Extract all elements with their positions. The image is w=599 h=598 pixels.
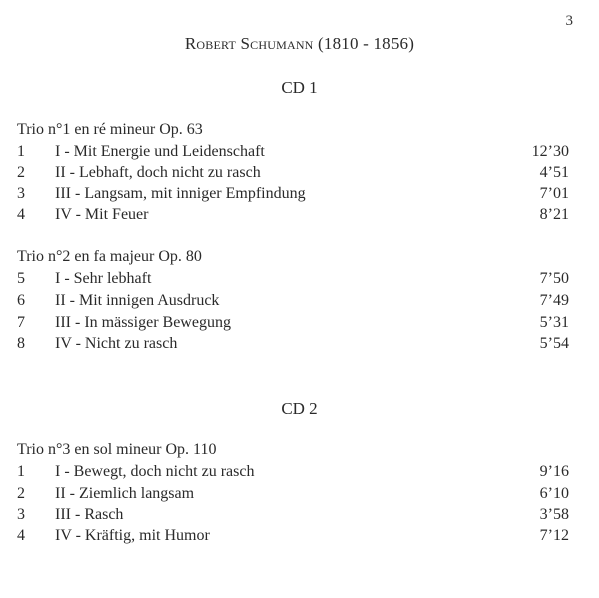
page-header: [0, 34, 599, 54]
track-title: II - Ziemlich langsam: [55, 485, 195, 502]
track-number: 8: [17, 335, 25, 352]
track-duration: 7’12: [539, 527, 569, 544]
track-row: [17, 270, 569, 290]
track-duration: 9’16: [539, 463, 569, 480]
track-number: 2: [17, 164, 25, 181]
track-row: [17, 485, 569, 505]
track-number: 4: [17, 206, 25, 223]
track-title: IV - Mit Feuer: [55, 206, 149, 223]
track-number: 6: [17, 292, 25, 309]
track-title: III - In mässiger Bewegung: [55, 314, 231, 331]
track-duration: 12’30: [531, 143, 569, 160]
composer-name: Robert Schumann: [184, 34, 314, 53]
work-title: Trio n°1 en ré mineur Op. 63: [17, 121, 203, 138]
track-row: [17, 143, 569, 163]
track-duration: 7’49: [539, 292, 569, 309]
work-title: Trio n°2 en fa majeur Op. 80: [17, 248, 202, 265]
track-row: [17, 292, 569, 312]
track-duration: 8’21: [539, 206, 569, 223]
track-number: 2: [17, 485, 25, 502]
track-title: I - Sehr lebhaft: [55, 270, 152, 287]
work-title: Trio n°3 en sol mineur Op. 110: [17, 441, 217, 458]
track-row: [17, 463, 569, 483]
track-duration: 6’10: [539, 485, 569, 502]
track-duration: 3’58: [539, 506, 569, 523]
track-row: [17, 185, 569, 205]
track-duration: 7’50: [539, 270, 569, 287]
track-row: [17, 314, 569, 334]
track-duration: 5’31: [539, 314, 569, 331]
track-title: IV - Nicht zu rasch: [55, 335, 178, 352]
track-row: [17, 506, 569, 526]
track-row: [17, 206, 569, 226]
track-title: II - Lebhaft, doch nicht zu rasch: [55, 164, 261, 181]
track-number: 4: [17, 527, 25, 544]
track-duration: 4’51: [539, 164, 569, 181]
track-title: I - Mit Energie und Leidenschaft: [55, 143, 265, 160]
cd-heading: CD 2: [281, 399, 318, 418]
track-row: [17, 335, 569, 355]
track-number: 1: [17, 143, 25, 160]
composer-dates: (1810 - 1856): [318, 34, 415, 53]
track-number: 3: [17, 185, 25, 202]
track-title: IV - Kräftig, mit Humor: [55, 527, 210, 544]
track-number: 3: [17, 506, 25, 523]
page-number: 3: [565, 13, 573, 29]
cd-heading: CD 1: [281, 78, 318, 97]
track-number: 5: [17, 270, 25, 287]
track-duration: 5’54: [539, 335, 569, 352]
track-duration: 7’01: [539, 185, 569, 202]
track-title: II - Mit innigen Ausdruck: [55, 292, 220, 309]
track-title: III - Rasch: [55, 506, 124, 523]
track-row: [17, 164, 569, 184]
track-title: I - Bewegt, doch nicht zu rasch: [55, 463, 255, 480]
track-number: 1: [17, 463, 25, 480]
track-number: 7: [17, 314, 25, 331]
track-title: III - Langsam, mit inniger Empfindung: [55, 185, 306, 202]
track-row: [17, 527, 569, 547]
